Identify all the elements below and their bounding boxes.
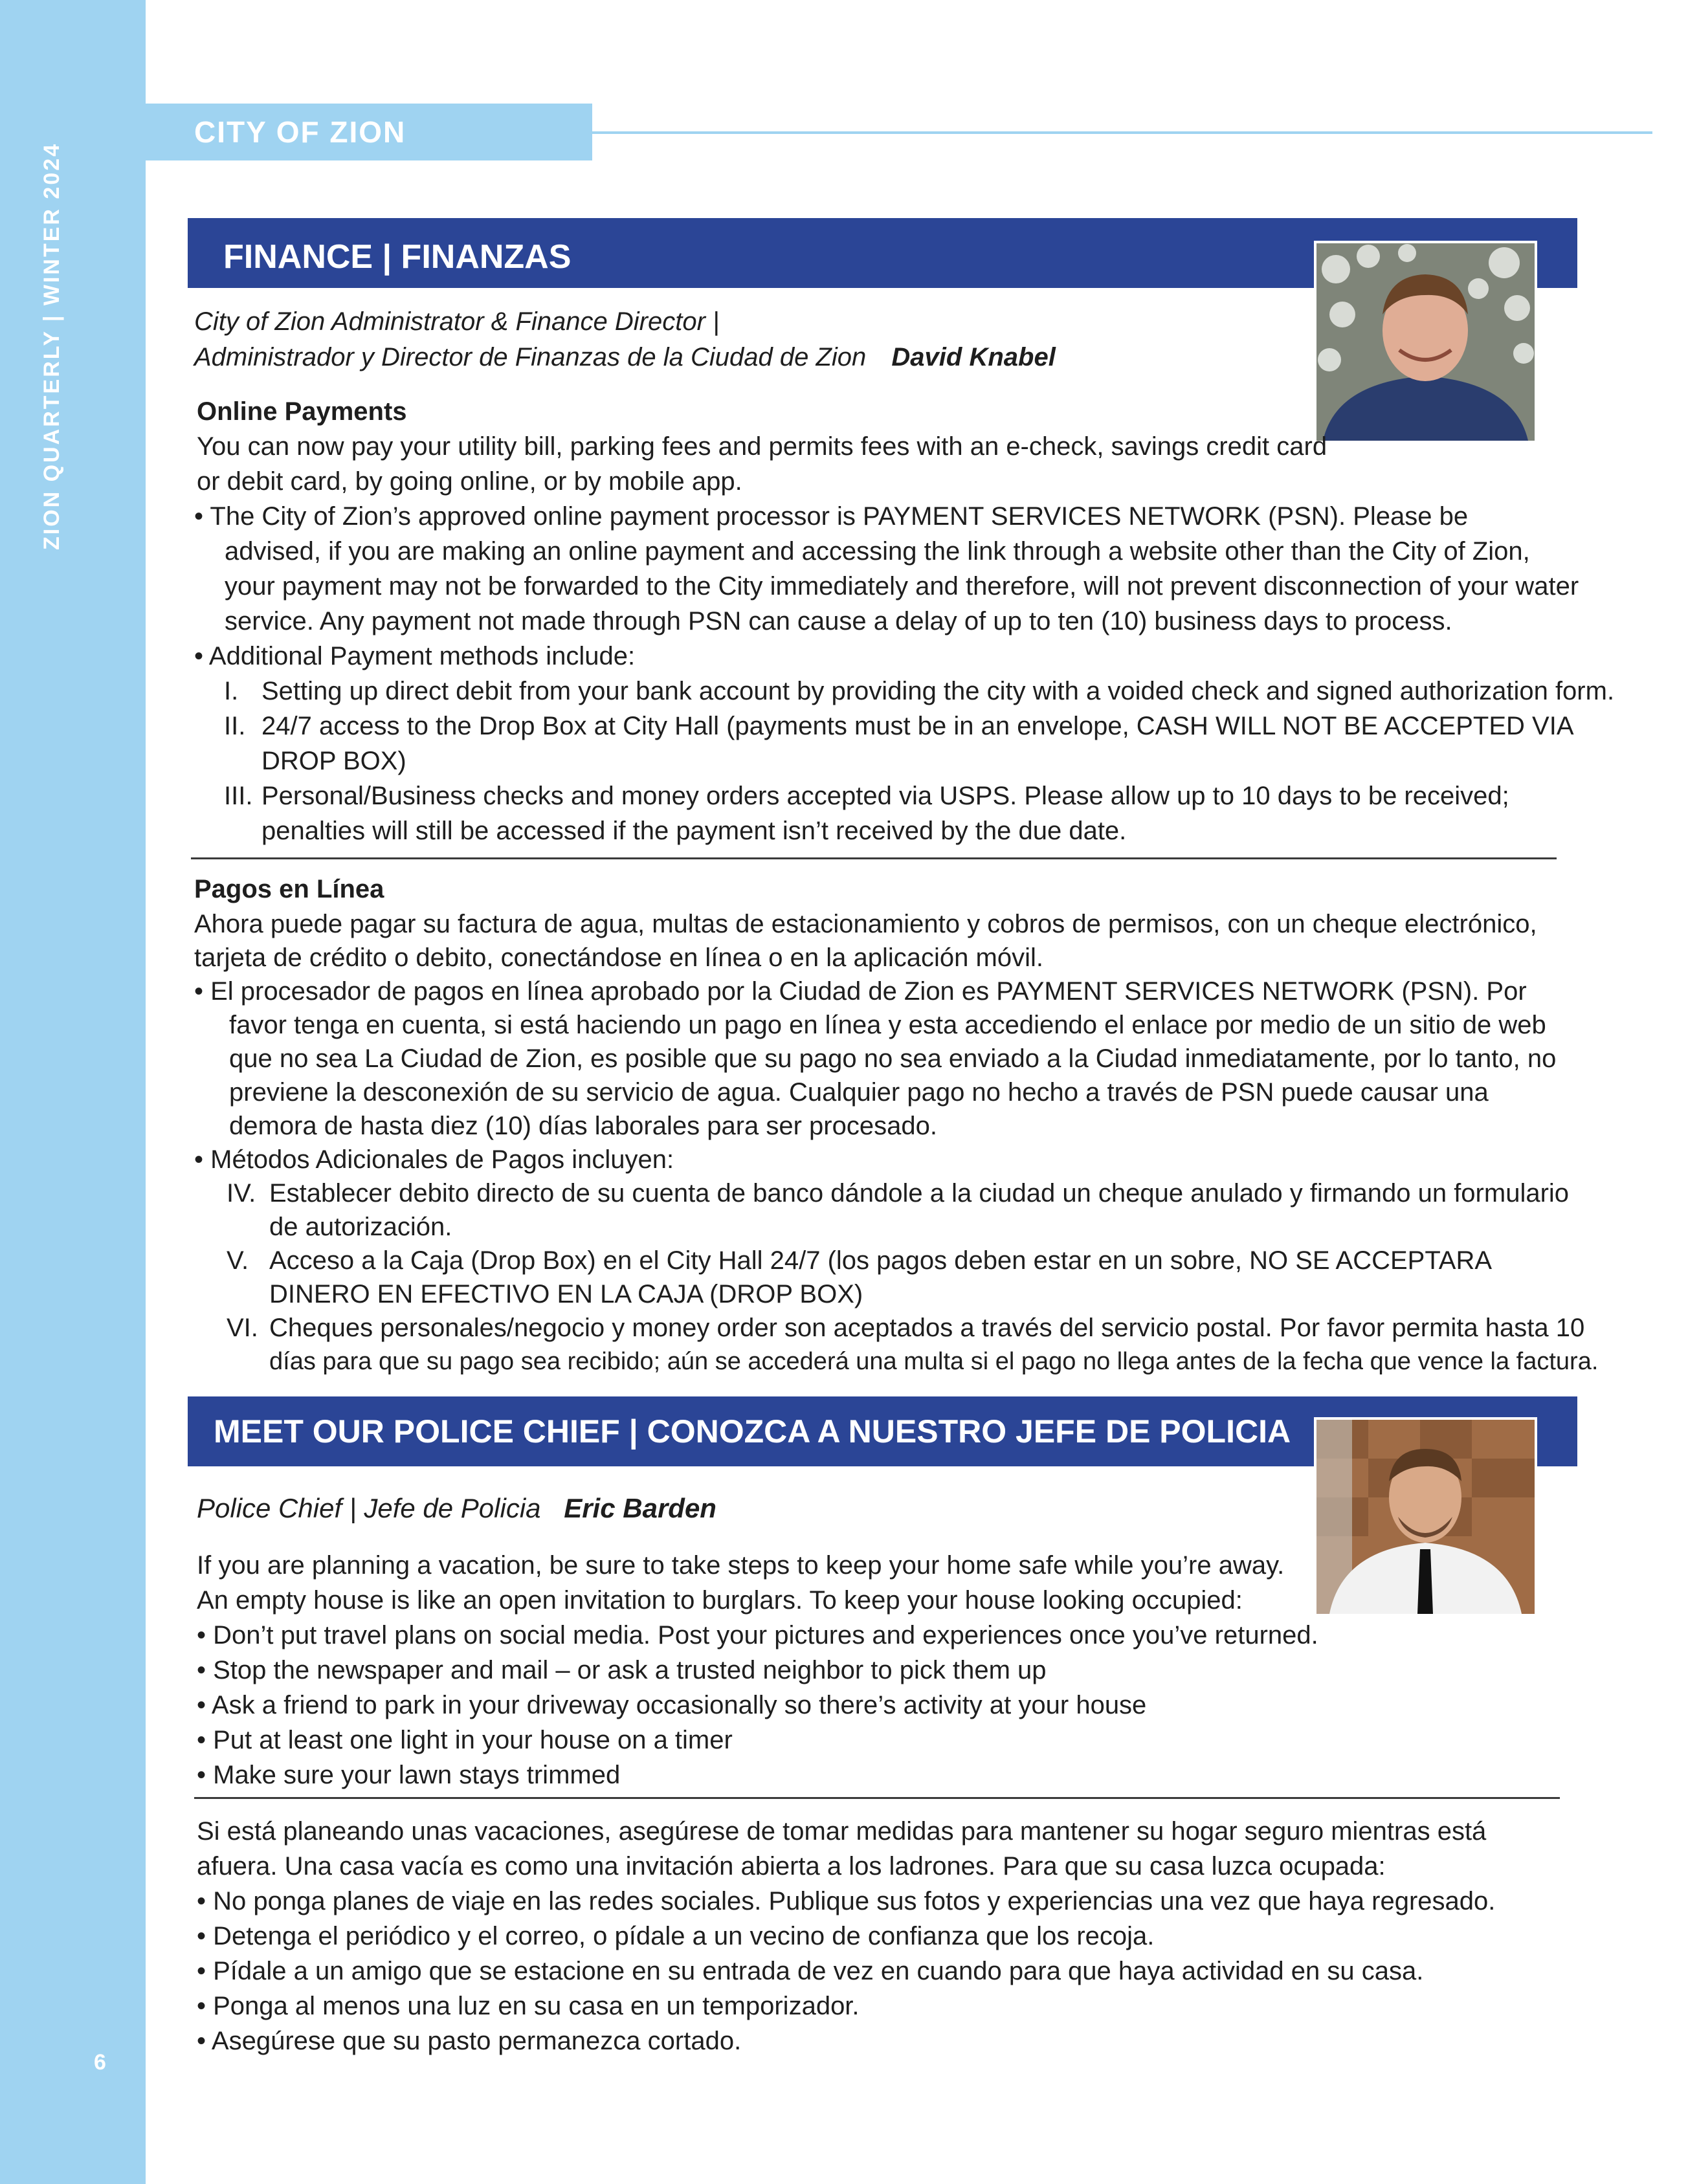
bullet-item: • No ponga planes de viaje en las redes sociales. Publique sus fotos y experiencias una vez que haya regresado. <box>197 1887 1496 1915</box>
text-line: penalties will still be accessed if the payment isn’t received by the due date. <box>261 817 1127 845</box>
bullet-item: • Put at least one light in your house on a timer <box>197 1726 733 1754</box>
page-number: 6 <box>94 2050 106 2075</box>
numeral: II. <box>224 712 246 740</box>
finance-role-line-1: City of Zion Administrator & Finance Director | <box>194 307 720 336</box>
list-item: Setting up direct debit from your bank account by providing the city with a voided check and signed authorization form. <box>261 677 1615 705</box>
text-line: que no sea La Ciudad de Zion, es posible que su pago no sea enviado a la Ciudad inmediatamente, por lo tanto, no <box>229 1044 1557 1073</box>
list-item: Personal/Business checks and money orders accepted via USPS. Please allow up to 10 days to be received; <box>261 782 1509 810</box>
text-line: You can now pay your utility bill, parking fees and permits fees with an e-check, savings credit card <box>197 432 1327 461</box>
bullet-item: • Detenga el periódico y el correo, o pídale a un vecino de confianza que los recoja. <box>197 1922 1155 1950</box>
bullet-item: • Ask a friend to park in your driveway occasionally so there’s activity at your house <box>197 1691 1147 1719</box>
header-title: CITY OF ZION <box>194 115 406 149</box>
text-line: favor tenga en cuenta, si está haciendo un pago en línea y esta accediendo el enlace por medio de un sitio de web <box>229 1011 1546 1039</box>
text-line: DINERO EN EFECTIVO EN LA CAJA (DROP BOX) <box>269 1280 863 1308</box>
finance-director-name: David Knabel <box>891 343 1056 371</box>
bullet-item: • Additional Payment methods include: <box>194 642 636 670</box>
finance-director-photo <box>1314 241 1537 443</box>
text-line: días para que su pago sea recibido; aún se accederá una multa si el pago no llega antes de la fecha que vence la factura. <box>269 1348 1599 1375</box>
text-line: Si está planeando unas vacaciones, asegúrese de tomar medidas para mantener su hogar seguro mientras está <box>197 1817 1487 1846</box>
divider <box>191 857 1557 859</box>
text-line: your payment may not be forwarded to the City immediately and therefore, will not prevent disconnection of your water <box>225 572 1579 601</box>
bullet-item: • The City of Zion’s approved online payment processor is PAYMENT SERVICES NETWORK (PSN). Please be <box>194 502 1469 531</box>
police-chief-name: Eric Barden <box>564 1493 716 1523</box>
police-chief-photo <box>1314 1417 1537 1616</box>
text-line: tarjeta de crédito o debito, conectándose en línea o en la aplicación móvil. <box>194 943 1043 972</box>
list-item: Establecer debito directo de su cuenta de banco dándole a la ciudad un cheque anulado y firmando un formulario <box>269 1179 1570 1208</box>
text-line: Ahora puede pagar su factura de agua, multas de estacionamiento y cobros de permisos, con un cheque electrónico, <box>194 910 1537 938</box>
divider <box>194 1797 1560 1799</box>
police-heading: MEET OUR POLICE CHIEF | CONOZCA A NUESTRO JEFE DE POLICIA <box>214 1413 1291 1450</box>
text-line: previene la desconexión de su servicio de agua. Cualquier pago no hecho a través de PSN puede causar una <box>229 1078 1489 1107</box>
list-item: Acceso a la Caja (Drop Box) en el City Hall 24/7 (los pagos deben estar en un sobre, NO SE ACCEPTARA <box>269 1246 1493 1275</box>
text-line: An empty house is like an open invitation to burglars. To keep your house looking occupied: <box>197 1586 1243 1615</box>
bullet-item: • Stop the newspaper and mail – or ask a trusted neighbor to pick them up <box>197 1656 1047 1684</box>
finance-heading: FINANCE | FINANZAS <box>223 238 572 276</box>
bullet-item: • Asegúrese que su pasto permanezca cortado. <box>197 2027 742 2055</box>
text-line: DROP BOX) <box>261 747 406 775</box>
online-payments-title: Online Payments <box>197 397 407 426</box>
text-line: demora de hasta diez (10) días laborales para ser procesado. <box>229 1112 937 1140</box>
numeral: I. <box>224 677 239 705</box>
list-item: 24/7 access to the Drop Box at City Hall (payments must be in an envelope, CASH WILL NOT BE ACCEPTED VIA <box>261 712 1574 740</box>
pagos-en-linea-title: Pagos en Línea <box>194 875 384 903</box>
text-line: afuera. Una casa vacía es como una invitación abierta a los ladrones. Para que su casa luzca ocupada: <box>197 1852 1386 1881</box>
bullet-item: • Métodos Adicionales de Pagos incluyen: <box>194 1145 674 1174</box>
bullet-item: • El procesador de pagos en línea aprobado por la Ciudad de Zion es PAYMENT SERVICES NETWORK (PSN). Por <box>194 977 1527 1006</box>
numeral: VI. <box>227 1314 258 1342</box>
list-item: Cheques personales/negocio y money order son aceptados a través del servicio postal. Por favor permita hasta 10 <box>269 1314 1585 1342</box>
bullet-item: • Pídale a un amigo que se estacione en su entrada de vez en cuando para que haya actividad en su casa. <box>197 1957 1424 1985</box>
numeral: V. <box>227 1246 249 1275</box>
text-line: service. Any payment not made through PSN can cause a delay of up to ten (10) business days to process. <box>225 607 1452 635</box>
bullet-item: • Don’t put travel plans on social media. Post your pictures and experiences once you’ve returned. <box>197 1621 1318 1649</box>
header-rule <box>586 131 1652 134</box>
text-line: If you are planning a vacation, be sure to take steps to keep your home safe while you’re away. <box>197 1551 1285 1580</box>
text-line: or debit card, by going online, or by mobile app. <box>197 467 742 496</box>
bullet-item: • Ponga al menos una luz en su casa en un temporizador. <box>197 1992 860 2020</box>
numeral: III. <box>224 782 253 810</box>
publication-label: ZION QUARTERLY | WINTER 2024 <box>39 142 64 550</box>
text-line: de autorización. <box>269 1213 452 1241</box>
numeral: IV. <box>227 1179 256 1208</box>
police-chief-role: Police Chief | Jefe de Policia <box>197 1493 541 1523</box>
bullet-item: • Make sure your lawn stays trimmed <box>197 1761 621 1789</box>
finance-role-line-2: Administrador y Director de Finanzas de la Ciudad de Zion <box>194 343 867 371</box>
text-line: advised, if you are making an online payment and accessing the link through a website other than the City of Zion, <box>225 537 1530 566</box>
